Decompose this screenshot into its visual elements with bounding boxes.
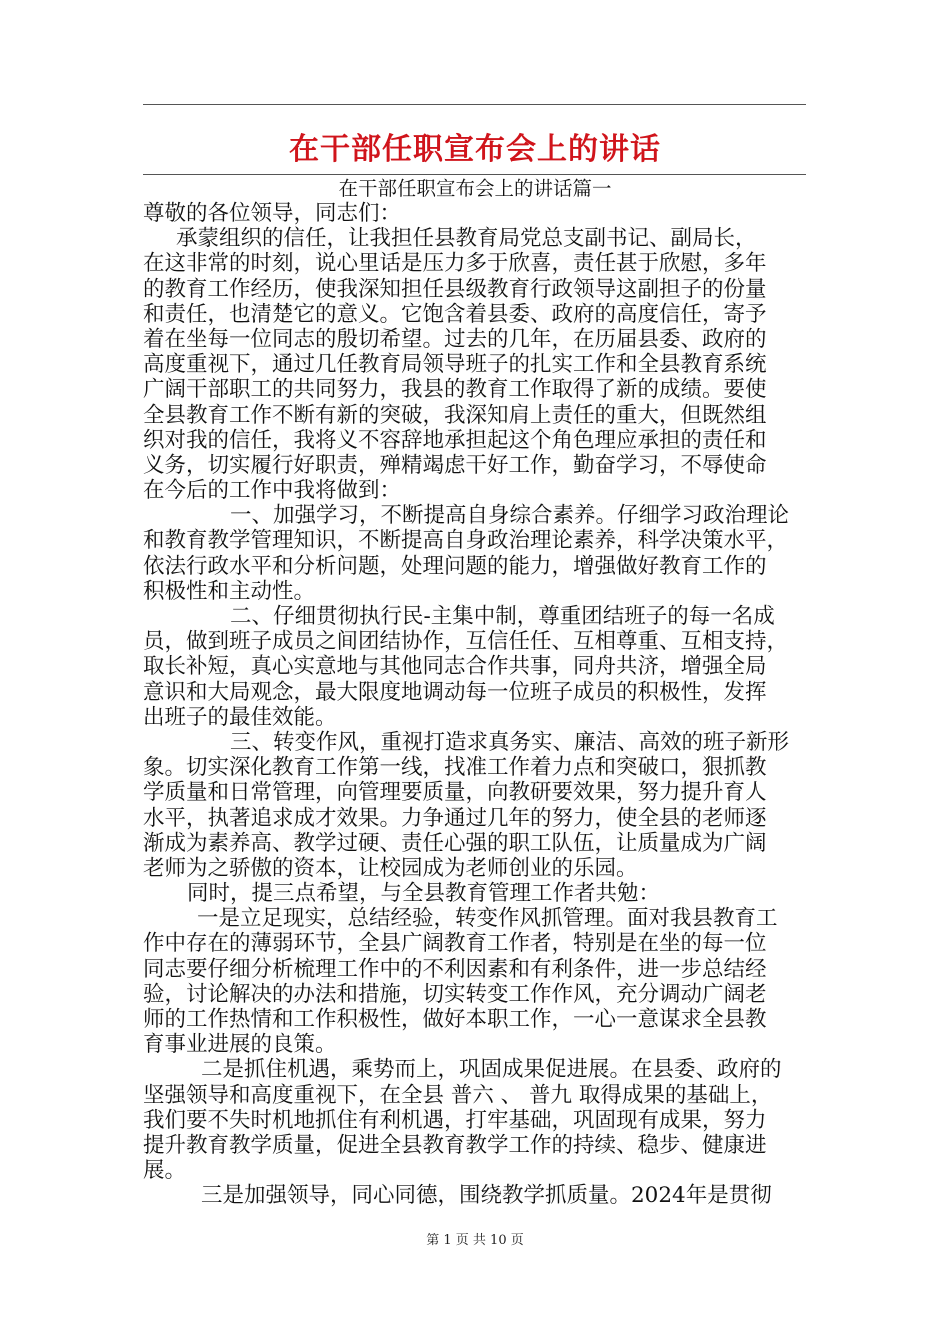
body-text-line: 依法行政水平和分析问题，处理问题的能力，增强做好教育工作的 xyxy=(143,553,767,579)
body-text-line: 的教育工作经历，使我深知担任县级教育行政领导这副担子的份量 xyxy=(143,276,767,302)
body-text-line: 义务，切实履行好职责，殚精竭虑干好工作，勤奋学习，不辱使命 xyxy=(143,452,767,478)
body-text-line: 出班子的最佳效能。 xyxy=(143,704,337,730)
body-text-line: 全县教育工作不断有新的突破，我深知肩上责任的重大，但既然组 xyxy=(143,402,767,428)
body-text-line: 织对我的信任，我将义不容辞地承担起这个角色理应承担的责任和 xyxy=(143,427,767,453)
document-body xyxy=(143,201,811,1209)
body-text-line: 二、仔细贯彻执行民-主集中制，尊重团结班子的每一名成 xyxy=(230,604,775,629)
body-text-line: 广阔干部职工的共同努力，我县的教育工作取得了新的成绩。要使 xyxy=(143,377,767,403)
body-text-line: 作中存在的薄弱环节，全县广阔教育工作者，特别是在坐的每一位 xyxy=(143,931,767,957)
body-text-line: 和教育教学管理知识，不断提高自身政治理论素养，科学决策水平， xyxy=(143,528,789,554)
body-text-line: 和责任，也清楚它的意义。它饱含着县委、政府的高度信任，寄予 xyxy=(143,301,767,327)
body-text-line: 三是加强领导，同心同德，围绕教学抓质量。2024年是贯彻 xyxy=(201,1183,772,1209)
body-text-line: 老师为之骄傲的资本，让校园成为老师创业的乐园。 xyxy=(143,855,638,881)
body-text-line: 高度重视下，通过几任教育局领导班子的扎实工作和全县教育系统 xyxy=(143,352,767,378)
body-text-line: 育事业进展的良策。 xyxy=(143,1032,337,1058)
body-text-line: 学质量和日常管理，向管理要质量，向教研要效果，努力提升育人 xyxy=(143,780,767,806)
body-text-line: 尊敬的各位领导，同志们： xyxy=(143,201,402,226)
body-text-line: 展。 xyxy=(143,1158,187,1184)
page-footer: 第 1 页 共 10 页 xyxy=(426,1233,524,1248)
body-text-line: 承蒙组织的信任，让我担任县教育局党总支副书记、副局长， xyxy=(176,226,757,252)
body-text-line: 在这非常的时刻，说心里话是压力多于欣喜，责任甚于欣慰，多年 xyxy=(143,251,767,277)
body-text-line: 提升教育教学质量，促进全县教育教学工作的持续、稳步、健康进 xyxy=(143,1132,767,1158)
document-title: 在干部任职宣布会上的讲话 xyxy=(289,132,661,167)
title-underline xyxy=(143,174,806,175)
body-text-line: 积极性和主动性。 xyxy=(143,578,316,604)
header-rule xyxy=(143,104,806,105)
body-text-line: 渐成为素养高、教学过硬、责任心强的职工队伍，让质量成为广阔 xyxy=(143,830,767,856)
body-text-line: 同时，提三点希望，与全县教育管理工作者共勉： xyxy=(187,881,661,907)
body-text-line: 一是立足现实，总结经验，转变作风抓管理。面对我县教育工 xyxy=(197,906,778,932)
body-text-line: 着在坐每一位同志的殷切希望。过去的几年，在历届县委、政府的 xyxy=(143,326,767,352)
body-text-line: 同志要仔细分析梳理工作中的不利因素和有利条件，进一步总结经 xyxy=(143,956,767,982)
body-text-line: 意识和大局观念，最大限度地调动每一位班子成员的积极性，发挥 xyxy=(143,679,767,705)
body-text-line: 二是抓住机遇，乘势而上，巩固成果促进展。在县委、政府的 xyxy=(201,1057,782,1083)
body-text-line: 坚强领导和高度重视下，在全县 普六 、 普九 取得成果的基础上， xyxy=(143,1082,773,1108)
body-text-line: 水平，执著追求成才效果。力争通过几年的努力，使全县的老师逐 xyxy=(143,805,767,831)
body-text-line: 我们要不失时机地抓住有利机遇，打牢基础，巩固现有成果，努力 xyxy=(143,1107,767,1133)
body-text-line: 验，讨论解决的办法和措施，切实转变工作作风，充分调动广阔老 xyxy=(143,981,767,1007)
body-text-line: 象。切实深化教育工作第一线，找准工作着力点和突破口，狠抓教 xyxy=(143,755,767,781)
body-text-line: 员，做到班子成员之间团结协作，互信任任、互相尊重、互相支持， xyxy=(143,629,789,655)
document-subtitle: 在干部任职宣布会上的讲话篇一 xyxy=(338,177,612,200)
body-text-line: 在今后的工作中我将做到： xyxy=(143,478,402,504)
body-text-line: 师的工作热情和工作积极性，做好本职工作，一心一意谋求全县教 xyxy=(143,1007,767,1032)
body-text-line: 三、转变作风，重视打造求真务实、廉洁、高效的班子新形 xyxy=(230,729,790,755)
body-text-line: 取长补短，真心实意地与其他同志合作共事，同舟共济，增强全局 xyxy=(143,654,767,680)
body-text-line: 一、加强学习，不断提高自身综合素养。仔细学习政治理论 xyxy=(230,503,790,529)
